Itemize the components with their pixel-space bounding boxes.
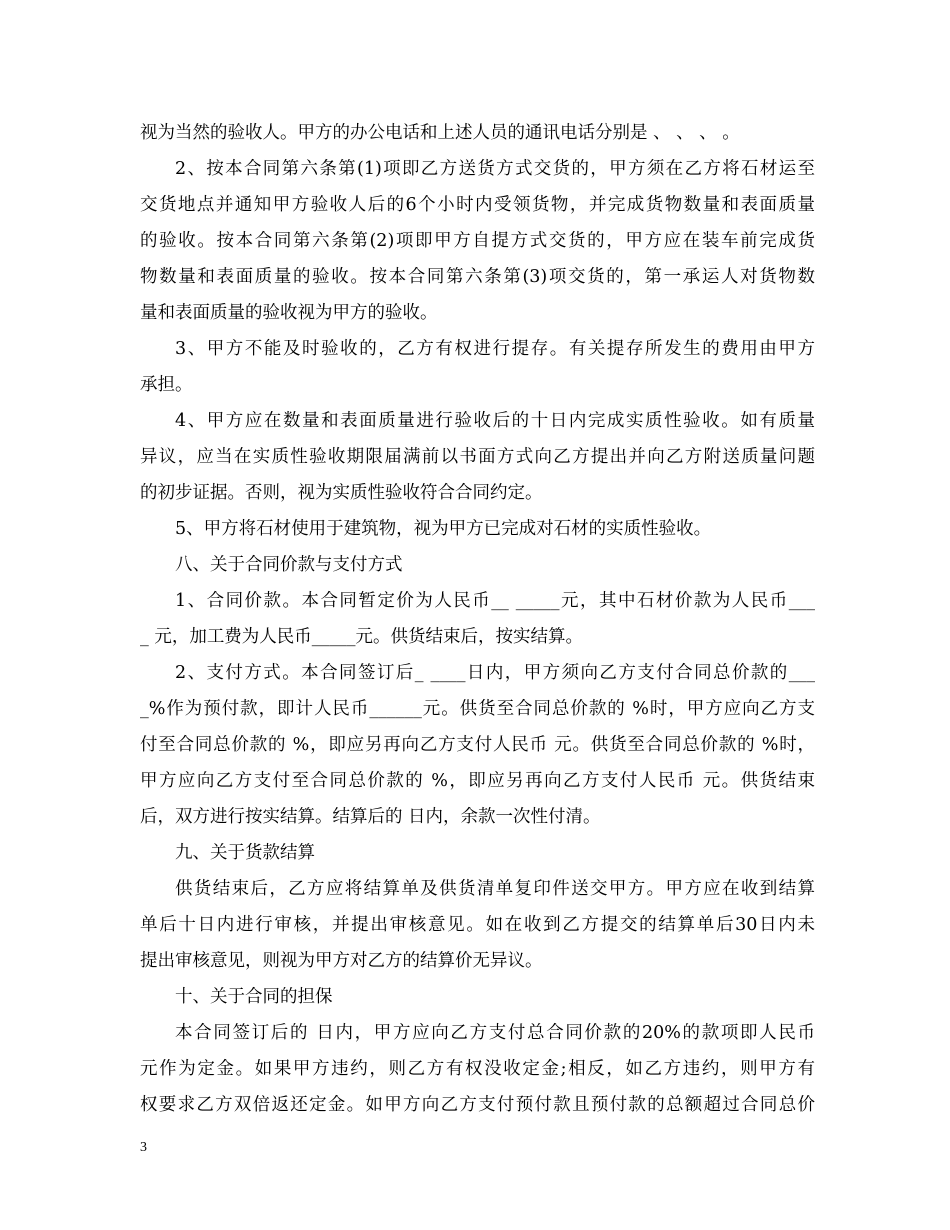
text-line: 元作为定金。如果甲方违约，则乙方有权没收定金;相反，如乙方违约，则甲方有: [140, 1059, 815, 1079]
text-line: 5、甲方将石材使用于建筑物，视为甲方已完成对石材的实质性验收。: [175, 519, 712, 539]
text-line: 八、关于合同价款与支付方式: [175, 555, 403, 575]
text-line: 2、支付方式。本合同签订后_ ____日内，甲方须向乙方支付合同总价款的___: [175, 663, 815, 683]
document-body: [140, 115, 815, 1123]
text-line: 视为当然的验收人。甲方的办公电话和上述人员的通讯电话分别是 、 、 、 。: [140, 123, 740, 143]
text-line: 付至合同总价款的 %，即应另再向乙方支付人民币 元。供货至合同总价款的 %时，: [140, 735, 815, 755]
text-line: 异议，应当在实质性验收期限届满前以书面方式向乙方提出并向乙方附送质量问题: [140, 447, 815, 467]
text-line: 交货地点并通知甲方验收人后的6个小时内受领货物，并完成货物数量和表面质量: [140, 195, 815, 215]
text-line: 2、按本合同第六条第(1)项即乙方送货方式交货的，甲方须在乙方将石材运至: [175, 159, 815, 179]
text-line: 供货结束后，乙方应将结算单及供货清单复印件送交甲方。甲方应在收到结算: [175, 879, 815, 899]
text-line: 量和表面质量的验收视为甲方的验收。: [140, 303, 438, 323]
text-line: 九、关于货款结算: [175, 843, 315, 863]
text-line: 甲方应向乙方支付至合同总价款的 %，即应另再向乙方支付人民币 元。供货结束: [140, 771, 815, 791]
text-line: 3、甲方不能及时验收的，乙方有权进行提存。有关提存所发生的费用由甲方: [175, 339, 815, 359]
text-line: 提出审核意见，则视为甲方对乙方的结算价无异议。: [140, 951, 543, 971]
text-line: 承担。: [140, 375, 193, 395]
text-line: _ 元，加工费为人民币_____元。供货结束后，按实结算。: [140, 627, 584, 647]
text-line: 的验收。按本合同第六条第(2)项即甲方自提方式交货的，甲方应在装车前完成货: [140, 231, 815, 251]
text-line: _%作为预付款，即计人民币______元。供货至合同总价款的 %时，甲方应向乙方支: [140, 699, 815, 719]
text-line: 物数量和表面质量的验收。按本合同第六条第(3)项交货的，第一承运人对货物数: [140, 267, 815, 287]
text-line: 权要求乙方双倍返还定金。如甲方向乙方支付预付款且预付款的总额超过合同总价: [140, 1095, 815, 1115]
text-line: 十、关于合同的担保: [175, 987, 333, 1007]
text-line: 单后十日内进行审核，并提出审核意见。如在收到乙方提交的结算单后30日内未: [140, 915, 815, 935]
text-line: 1、合同价款。本合同暂定价为人民币__ _____元，其中石材价款为人民币___: [175, 591, 815, 611]
text-line: 4、甲方应在数量和表面质量进行验收后的十日内完成实质性验收。如有质量: [175, 411, 815, 431]
text-line: 的初步证据。否则，视为实质性验收符合合同约定。: [140, 483, 543, 503]
page-number: 3: [140, 1140, 147, 1155]
text-line: 后，双方进行按实结算。结算后的 日内，余款一次性付清。: [140, 807, 601, 827]
text-line: 本合同签订后的 日内，甲方应向乙方支付总合同价款的20%的款项即人民币: [175, 1023, 815, 1043]
